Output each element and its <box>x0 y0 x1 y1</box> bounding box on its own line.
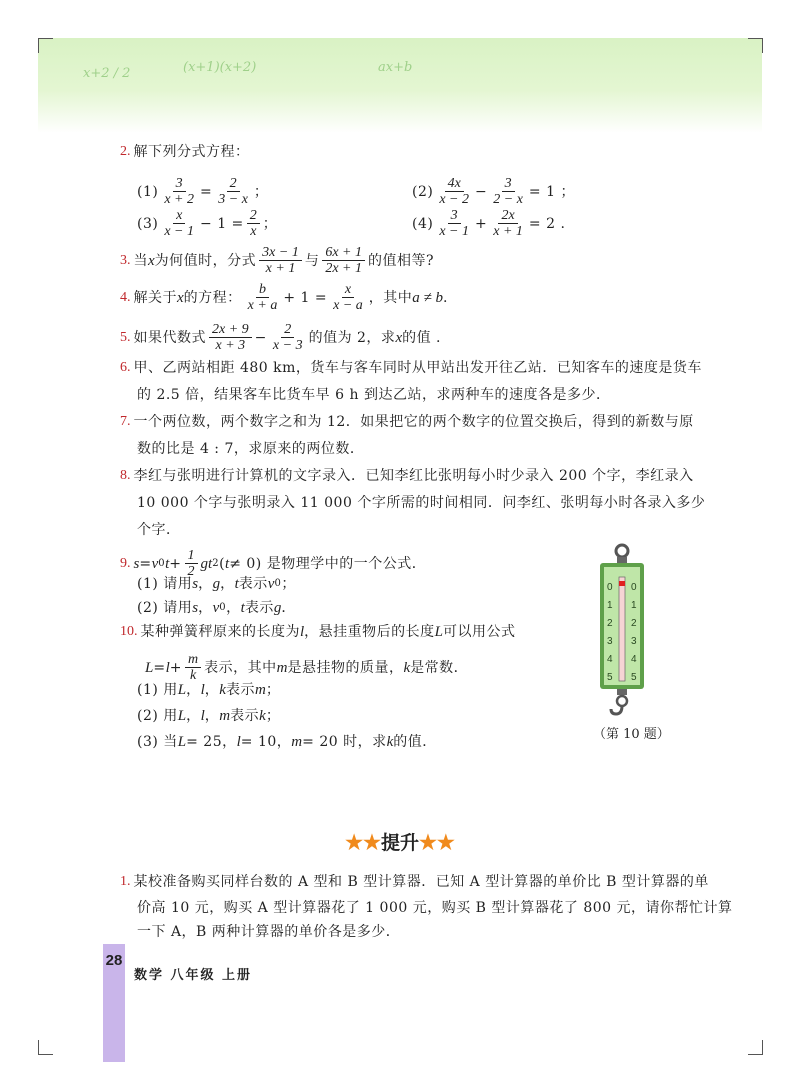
text-line <box>120 142 250 162</box>
numerator: 3 <box>173 176 186 192</box>
math-variable: g <box>212 576 221 592</box>
text: 解下列分式方程： <box>133 144 250 160</box>
fraction <box>270 322 306 353</box>
text: 0 <box>274 578 282 589</box>
problem-number: 8. <box>120 468 131 483</box>
text: ( <box>219 555 226 572</box>
star-icon: ★★ <box>419 830 455 854</box>
text: ； <box>265 708 281 724</box>
text: 0 <box>158 557 166 569</box>
text: (2) <box>412 183 434 200</box>
text: ， <box>198 576 213 592</box>
text-line <box>120 282 448 313</box>
text-line <box>137 598 296 618</box>
problem-number: 10. <box>120 624 138 639</box>
scale-label: 5 <box>607 672 613 683</box>
text: 的方程： <box>183 289 242 306</box>
text-line <box>120 245 434 276</box>
text: ． <box>281 600 296 616</box>
math-variable: l <box>200 708 205 724</box>
text: = <box>200 183 213 200</box>
fraction <box>436 176 472 207</box>
text: 的值 . <box>402 329 442 346</box>
text: ； <box>281 576 296 592</box>
text-line <box>137 493 705 513</box>
fraction <box>259 245 302 276</box>
text-line <box>120 358 702 378</box>
text: 10 000 个字与张明录入 11 000 个字所需的时间相同．问李红、张明每小时各录入多少 <box>137 495 706 511</box>
spring-scale-illustration <box>597 543 647 723</box>
numerator: b <box>256 282 269 298</box>
math-variable: l <box>165 659 170 676</box>
header-decor: x+2 / 2 <box>83 66 131 81</box>
math-variable: l <box>236 734 241 750</box>
crop-mark <box>38 1040 53 1055</box>
text: ， <box>220 576 235 592</box>
problem-number: 5. <box>120 329 131 345</box>
text-line <box>137 520 181 540</box>
scale-label: 3 <box>631 636 637 647</box>
math-variable: m <box>276 659 288 676</box>
book-title: 数学 八年级 上册 <box>134 968 253 983</box>
scale-label: 4 <box>607 654 613 665</box>
math-variable: x <box>395 329 403 346</box>
math-variable: L <box>177 734 187 750</box>
fraction <box>322 245 365 276</box>
text: − 1 = <box>200 215 244 232</box>
text-line <box>137 732 437 752</box>
text: + <box>475 215 488 232</box>
text: 的值相等? <box>368 252 435 269</box>
denominator: 2 − x <box>493 192 523 207</box>
text: 表示 <box>238 576 268 592</box>
text: (1) 请用 <box>137 576 193 592</box>
text: ，其中 <box>368 289 413 306</box>
text: 当 <box>133 252 148 269</box>
text: ， <box>204 682 220 698</box>
text: = 25， <box>186 734 237 750</box>
math-variable: v <box>267 576 275 592</box>
numerator: 4x <box>445 176 464 192</box>
denominator: x + 1 <box>493 224 523 239</box>
denominator: x + a <box>247 298 278 313</box>
text: 价高 10 元，购买 A 型计算器花了 1 000 元，购买 B 型计算器花了 800 元，请你帮忙计算 <box>137 900 733 916</box>
text: 某种弹簧秤原来的长度为 <box>140 624 300 640</box>
math-variable: t <box>234 576 239 592</box>
text: ，悬挂重物后的长度 <box>304 624 435 640</box>
math-variable: L <box>177 682 187 698</box>
text: 0 <box>219 602 227 613</box>
crop-mark <box>38 38 53 53</box>
problem-number: 9. <box>120 555 131 571</box>
fraction <box>215 176 251 207</box>
math-variable: t <box>225 555 230 572</box>
text: 表示 <box>230 708 260 724</box>
figure-caption: （第 10 题） <box>593 727 670 742</box>
problem-number: 3. <box>120 252 131 268</box>
math-variable: s <box>192 576 199 592</box>
math-variable: m <box>291 734 303 750</box>
text: (4) <box>412 215 434 232</box>
text: 一下 A，B 两种计算器的单价各是多少． <box>137 924 401 940</box>
math-variable: L <box>177 708 187 724</box>
math-variable: g <box>273 600 282 616</box>
section-heading <box>0 828 800 855</box>
denominator: x − a <box>333 298 363 313</box>
denominator: x + 3 <box>215 338 246 353</box>
text: + 1 = <box>283 289 328 306</box>
text-line <box>137 898 733 918</box>
text: ， <box>204 708 220 724</box>
math-variable: x <box>177 289 184 306</box>
text: (1) 用 <box>137 682 178 698</box>
math-variable: t <box>240 600 245 616</box>
problem-number: 1. <box>120 874 131 889</box>
text-line <box>137 176 268 207</box>
scale-label: 5 <box>631 672 637 683</box>
math-variable: L <box>145 659 154 676</box>
math-variable: L <box>434 624 444 640</box>
numerator: m <box>185 652 201 668</box>
text: 可以用公式 <box>443 624 516 640</box>
scale-label: 1 <box>607 600 613 611</box>
text: 甲、乙两站相距 480 km，货车与客车同时从甲站出发开往乙站．已知客车的速度是货车 <box>133 360 702 376</box>
text: 一个两位数，两个数字之和为 12．如果把它的两个数字的位置交换后，得到的新数与原 <box>133 414 694 430</box>
text: 2 <box>212 557 220 569</box>
problem-number: 7. <box>120 414 131 429</box>
text: = <box>153 659 166 676</box>
fraction <box>330 282 366 313</box>
text: ， <box>186 708 201 724</box>
text-line <box>137 208 277 239</box>
text: ； <box>265 682 281 698</box>
problem-number: 2. <box>120 144 131 159</box>
text: 如果代数式 <box>133 329 206 346</box>
math-variable: t <box>165 555 170 572</box>
numerator: 2x <box>498 208 517 224</box>
text: ； <box>262 215 278 232</box>
fraction <box>209 322 252 353</box>
text: 个字． <box>137 522 181 538</box>
text: = 2 . <box>528 215 566 232</box>
numerator: 2 <box>247 208 260 224</box>
text: (1) <box>137 183 159 200</box>
text: 解关于 <box>133 289 177 306</box>
scale-label: 2 <box>607 618 613 629</box>
numerator: 3 <box>448 208 461 224</box>
denominator: 2 <box>187 564 195 579</box>
scale-label: 0 <box>631 582 637 593</box>
text-line <box>137 706 280 726</box>
math-variable: k <box>219 682 226 698</box>
text: + <box>169 659 182 676</box>
math-variable: s <box>133 555 140 572</box>
text: ≠ 0) 是物理学中的一个公式． <box>229 555 427 572</box>
text: − <box>254 329 267 346</box>
star-icon: ★★ <box>345 830 381 854</box>
numerator: 2x + 9 <box>209 322 252 338</box>
math-variable: k <box>259 708 266 724</box>
text: − <box>475 183 488 200</box>
text-line <box>137 922 400 942</box>
text-line <box>137 439 364 459</box>
math-variable: k <box>403 659 411 676</box>
text-line <box>412 176 575 207</box>
fraction <box>161 176 197 207</box>
text: 的值． <box>393 734 437 750</box>
text: 表示，其中 <box>204 659 277 676</box>
denominator: x − 1 <box>439 224 470 239</box>
denominator: x − 2 <box>439 192 470 207</box>
text: (2) 用 <box>137 708 178 724</box>
fraction <box>161 208 197 239</box>
fraction <box>245 282 281 313</box>
scale-label: 0 <box>607 582 613 593</box>
problem-number: 6. <box>120 360 131 375</box>
numerator: 1 <box>185 548 198 564</box>
denominator: x <box>250 224 257 239</box>
math-variable: v <box>151 555 159 572</box>
math-variable: m <box>254 682 266 698</box>
numerator: 3x − 1 <box>259 245 302 261</box>
text: = 10， <box>240 734 292 750</box>
text: = <box>139 555 152 572</box>
math-variable: k <box>386 734 394 750</box>
text-line <box>137 574 296 594</box>
text: ， <box>198 600 213 616</box>
math-variable: a ≠ b <box>412 289 444 306</box>
header-decor: ax+b <box>378 60 413 75</box>
text: 是常数． <box>410 659 469 676</box>
page-number: 28 <box>105 952 123 969</box>
text-line <box>120 412 694 432</box>
text: ， <box>186 682 201 698</box>
text-line <box>120 622 516 642</box>
text: 为何值时，分式 <box>154 252 257 269</box>
text: (3) <box>137 215 159 232</box>
text: = 1 ； <box>528 183 575 200</box>
section-title: 提升 <box>380 832 419 854</box>
denominator: 2x + 1 <box>325 261 363 276</box>
math-variable: x <box>148 252 155 269</box>
text-line <box>412 208 565 239</box>
crop-mark <box>748 38 763 53</box>
scale-label: 1 <box>631 600 637 611</box>
text-line <box>137 385 610 405</box>
text: 的值为 2，求 <box>308 329 396 346</box>
numerator: 3 <box>502 176 515 192</box>
math-variable: gt <box>200 555 213 572</box>
math-variable: m <box>219 708 231 724</box>
scale-label: 3 <box>607 636 613 647</box>
numerator: x <box>342 282 354 298</box>
fraction <box>436 208 472 239</box>
header-decor: (x+1)(x+2) <box>183 60 257 75</box>
header-band <box>38 38 762 133</box>
numerator: x <box>173 208 185 224</box>
text-line <box>120 466 694 486</box>
math-variable: s <box>192 600 199 616</box>
text: + <box>169 555 182 572</box>
text: 的 2.5 倍，结果客车比货车早 6 h 到达乙站，求两种车的速度各是多少． <box>137 387 611 403</box>
text: 与 <box>304 252 320 269</box>
denominator: k <box>189 668 197 683</box>
text-line <box>137 680 280 700</box>
numerator: 2 <box>227 176 240 192</box>
numerator: 2 <box>281 322 294 338</box>
denominator: x + 2 <box>164 192 195 207</box>
denominator: 3 − x <box>218 192 248 207</box>
fraction <box>185 652 201 683</box>
text-line <box>120 872 709 892</box>
text: (2) 请用 <box>137 600 193 616</box>
denominator: x + 1 <box>265 261 296 276</box>
problem-number: 4. <box>120 289 131 305</box>
fraction <box>247 208 260 239</box>
fraction <box>490 208 526 239</box>
text: = 20 时，求 <box>302 734 387 750</box>
text: (3) 当 <box>137 734 178 750</box>
text: 数的比是 4 : 7，求原来的两位数． <box>137 441 365 457</box>
text: 表示 <box>244 600 274 616</box>
text: 李红与张明进行计算机的文字录入．已知李红比张明每小时少录入 200 个字，李红录入 <box>133 468 694 484</box>
crop-mark <box>748 1040 763 1055</box>
text: 表示 <box>225 682 255 698</box>
math-variable: v <box>212 600 220 616</box>
math-variable: l <box>300 624 305 640</box>
fraction <box>490 176 526 207</box>
text: ； <box>253 183 269 200</box>
text: 某校准备购买同样台数的 A 型和 B 型计算器．已知 A 型计算器的单价比 B 型计算器的单 <box>133 874 709 890</box>
scale-label: 4 <box>631 654 637 665</box>
denominator: x − 1 <box>164 224 195 239</box>
text-line <box>120 322 441 353</box>
text: ， <box>226 600 241 616</box>
numerator: 6x + 1 <box>322 245 365 261</box>
scale-label: 2 <box>631 618 637 629</box>
text: . <box>443 289 448 306</box>
text: 是悬挂物的质量， <box>287 659 404 676</box>
text-line <box>145 652 468 683</box>
denominator: x − 3 <box>272 338 303 353</box>
math-variable: l <box>200 682 205 698</box>
